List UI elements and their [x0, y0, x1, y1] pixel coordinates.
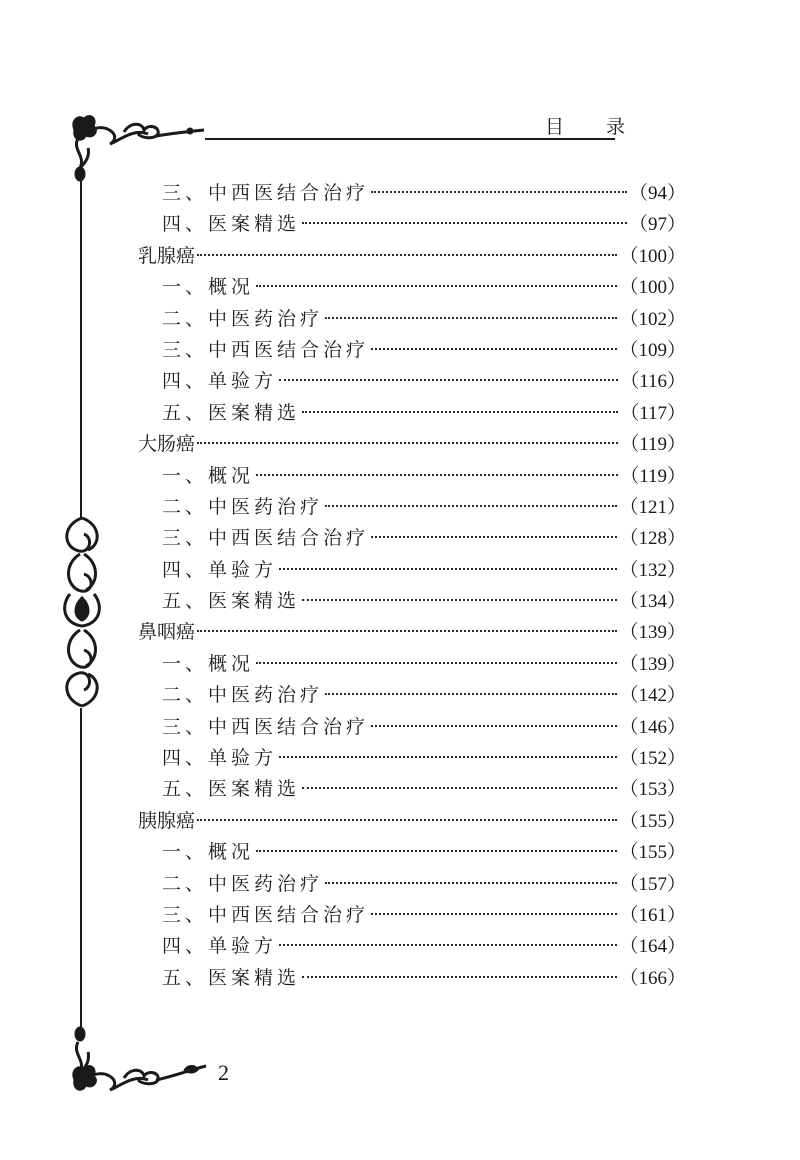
- toc-entry-page: （157）: [619, 873, 686, 895]
- toc-entry-title: 五、医案精选: [162, 401, 301, 424]
- toc-entry[interactable]: [138, 712, 686, 743]
- toc-entry-title: 五、医案精选: [162, 966, 301, 989]
- toc-leader-dots: [279, 944, 617, 946]
- left-border-line-lower: [80, 708, 82, 1038]
- toc-entry[interactable]: [138, 398, 686, 429]
- toc-entry-page: （134）: [619, 591, 686, 613]
- toc-entry-page: （142）: [619, 685, 686, 707]
- toc-entry-page: （164）: [619, 936, 686, 958]
- toc-leader-dots: [325, 693, 617, 695]
- bottom-corner-ornament-icon: [64, 1020, 214, 1106]
- toc-entry-title: 一、概况: [162, 464, 255, 487]
- toc-entry[interactable]: [138, 931, 686, 962]
- toc-entry[interactable]: [138, 272, 686, 303]
- toc-entry-title: 四、单验方: [162, 747, 278, 770]
- toc-leader-dots: [256, 285, 617, 287]
- toc-leader-dots: [325, 505, 617, 507]
- toc-entry[interactable]: [138, 869, 686, 900]
- toc-entry-page: （161）: [619, 904, 686, 926]
- toc-leader-dots: [302, 787, 617, 789]
- toc-leader-dots: [325, 317, 617, 319]
- toc-entry-title: 五、医案精选: [162, 590, 301, 613]
- toc-entry-page: （97）: [628, 214, 686, 236]
- toc-leader-dots: [371, 191, 627, 193]
- toc-entry[interactable]: [138, 304, 686, 335]
- toc-entry-title: 三、中西医结合治疗: [162, 338, 370, 361]
- toc-leader-dots: [256, 474, 618, 476]
- toc-entry-page: （109）: [619, 339, 686, 361]
- toc-entry-title: 大肠癌: [138, 433, 196, 456]
- toc-entry[interactable]: [138, 366, 686, 397]
- toc-entry[interactable]: [138, 900, 686, 931]
- toc-entry-page: （102）: [619, 308, 686, 330]
- toc-entry-page: （128）: [619, 528, 686, 550]
- table-of-contents: [138, 178, 686, 994]
- toc-entry-page: （132）: [619, 559, 686, 581]
- toc-entry-title: 胰腺癌: [138, 809, 196, 832]
- toc-leader-dots: [197, 630, 617, 632]
- toc-entry-title: 一、概况: [162, 841, 255, 864]
- toc-entry-title: 二、中医药治疗: [162, 307, 324, 330]
- toc-entry-page: （166）: [619, 967, 686, 989]
- toc-leader-dots: [371, 725, 617, 727]
- toc-entry-page: （152）: [619, 748, 686, 770]
- toc-leader-dots: [325, 882, 617, 884]
- toc-leader-dots: [302, 411, 618, 413]
- toc-entry-title: 二、中医药治疗: [162, 872, 324, 895]
- toc-entry-title: 三、中西医结合治疗: [162, 182, 370, 204]
- toc-entry-page: （119）: [620, 434, 686, 456]
- toc-entry-page: （139）: [619, 622, 686, 644]
- toc-entry[interactable]: [138, 461, 686, 492]
- toc-entry[interactable]: [138, 241, 686, 272]
- toc-entry[interactable]: [138, 586, 686, 617]
- toc-entry-title: 一、概况: [162, 276, 255, 299]
- toc-entry[interactable]: [138, 649, 686, 680]
- toc-entry-page: （121）: [619, 496, 686, 518]
- toc-entry-title: 三、中西医结合治疗: [162, 715, 370, 738]
- toc-entry-title: 一、概况: [162, 652, 255, 675]
- toc-entry[interactable]: [138, 555, 686, 586]
- toc-entry-title: 三、中西医结合治疗: [162, 903, 370, 926]
- toc-entry-page: （100）: [619, 277, 686, 299]
- toc-entry[interactable]: [138, 209, 686, 240]
- toc-leader-dots: [371, 913, 617, 915]
- toc-entry[interactable]: [138, 963, 686, 994]
- toc-entry[interactable]: [138, 523, 686, 554]
- page-number: 2: [218, 1060, 229, 1085]
- toc-entry-title: 乳腺癌: [138, 244, 196, 267]
- toc-leader-dots: [256, 850, 617, 852]
- header-title: 目 录: [545, 116, 644, 138]
- header-rule: [205, 138, 615, 140]
- toc-entry[interactable]: [138, 617, 686, 648]
- toc-leader-dots: [371, 348, 617, 350]
- toc-entry-title: 二、中医药治疗: [162, 684, 324, 707]
- toc-leader-dots: [302, 222, 627, 224]
- toc-entry-title: 二、中医药治疗: [162, 495, 324, 518]
- toc-entry[interactable]: [138, 806, 686, 837]
- left-border-line: [80, 180, 82, 518]
- toc-entry[interactable]: [138, 178, 686, 209]
- toc-entry-page: （117）: [620, 402, 686, 424]
- toc-entry-title: 四、单验方: [162, 935, 278, 958]
- toc-leader-dots: [197, 254, 617, 256]
- toc-leader-dots: [197, 819, 617, 821]
- toc-leader-dots: [256, 662, 617, 664]
- toc-leader-dots: [279, 756, 617, 758]
- toc-entry-title: 四、单验方: [162, 370, 278, 393]
- toc-entry-page: （146）: [619, 716, 686, 738]
- toc-entry[interactable]: [138, 774, 686, 805]
- toc-entry[interactable]: [138, 335, 686, 366]
- toc-entry-page: （100）: [619, 245, 686, 267]
- toc-entry-page: （116）: [620, 371, 686, 393]
- toc-entry[interactable]: [138, 837, 686, 868]
- toc-leader-dots: [371, 536, 617, 538]
- toc-entry-title: 四、单验方: [162, 558, 278, 581]
- toc-entry-page: （94）: [628, 183, 686, 204]
- toc-leader-dots: [302, 599, 617, 601]
- toc-entry-title: 五、医案精选: [162, 778, 301, 801]
- toc-entry-page: （155）: [619, 842, 686, 864]
- toc-leader-dots: [279, 379, 618, 381]
- toc-entry-page: （139）: [619, 653, 686, 675]
- toc-entry[interactable]: [138, 429, 686, 460]
- toc-entry[interactable]: [138, 680, 686, 711]
- toc-entry-title: 鼻咽癌: [138, 621, 196, 644]
- toc-entry-title: 三、中西医结合治疗: [162, 527, 370, 550]
- toc-leader-dots: [197, 442, 618, 444]
- toc-leader-dots: [302, 976, 617, 978]
- toc-entry-page: （119）: [620, 465, 686, 487]
- toc-entry-page: （155）: [619, 810, 686, 832]
- toc-leader-dots: [279, 568, 617, 570]
- toc-entry-title: 四、医案精选: [162, 213, 301, 236]
- toc-entry-page: （153）: [619, 779, 686, 801]
- toc-entry[interactable]: [138, 492, 686, 523]
- side-scroll-ornament-icon: [56, 514, 108, 710]
- toc-entry[interactable]: [138, 743, 686, 774]
